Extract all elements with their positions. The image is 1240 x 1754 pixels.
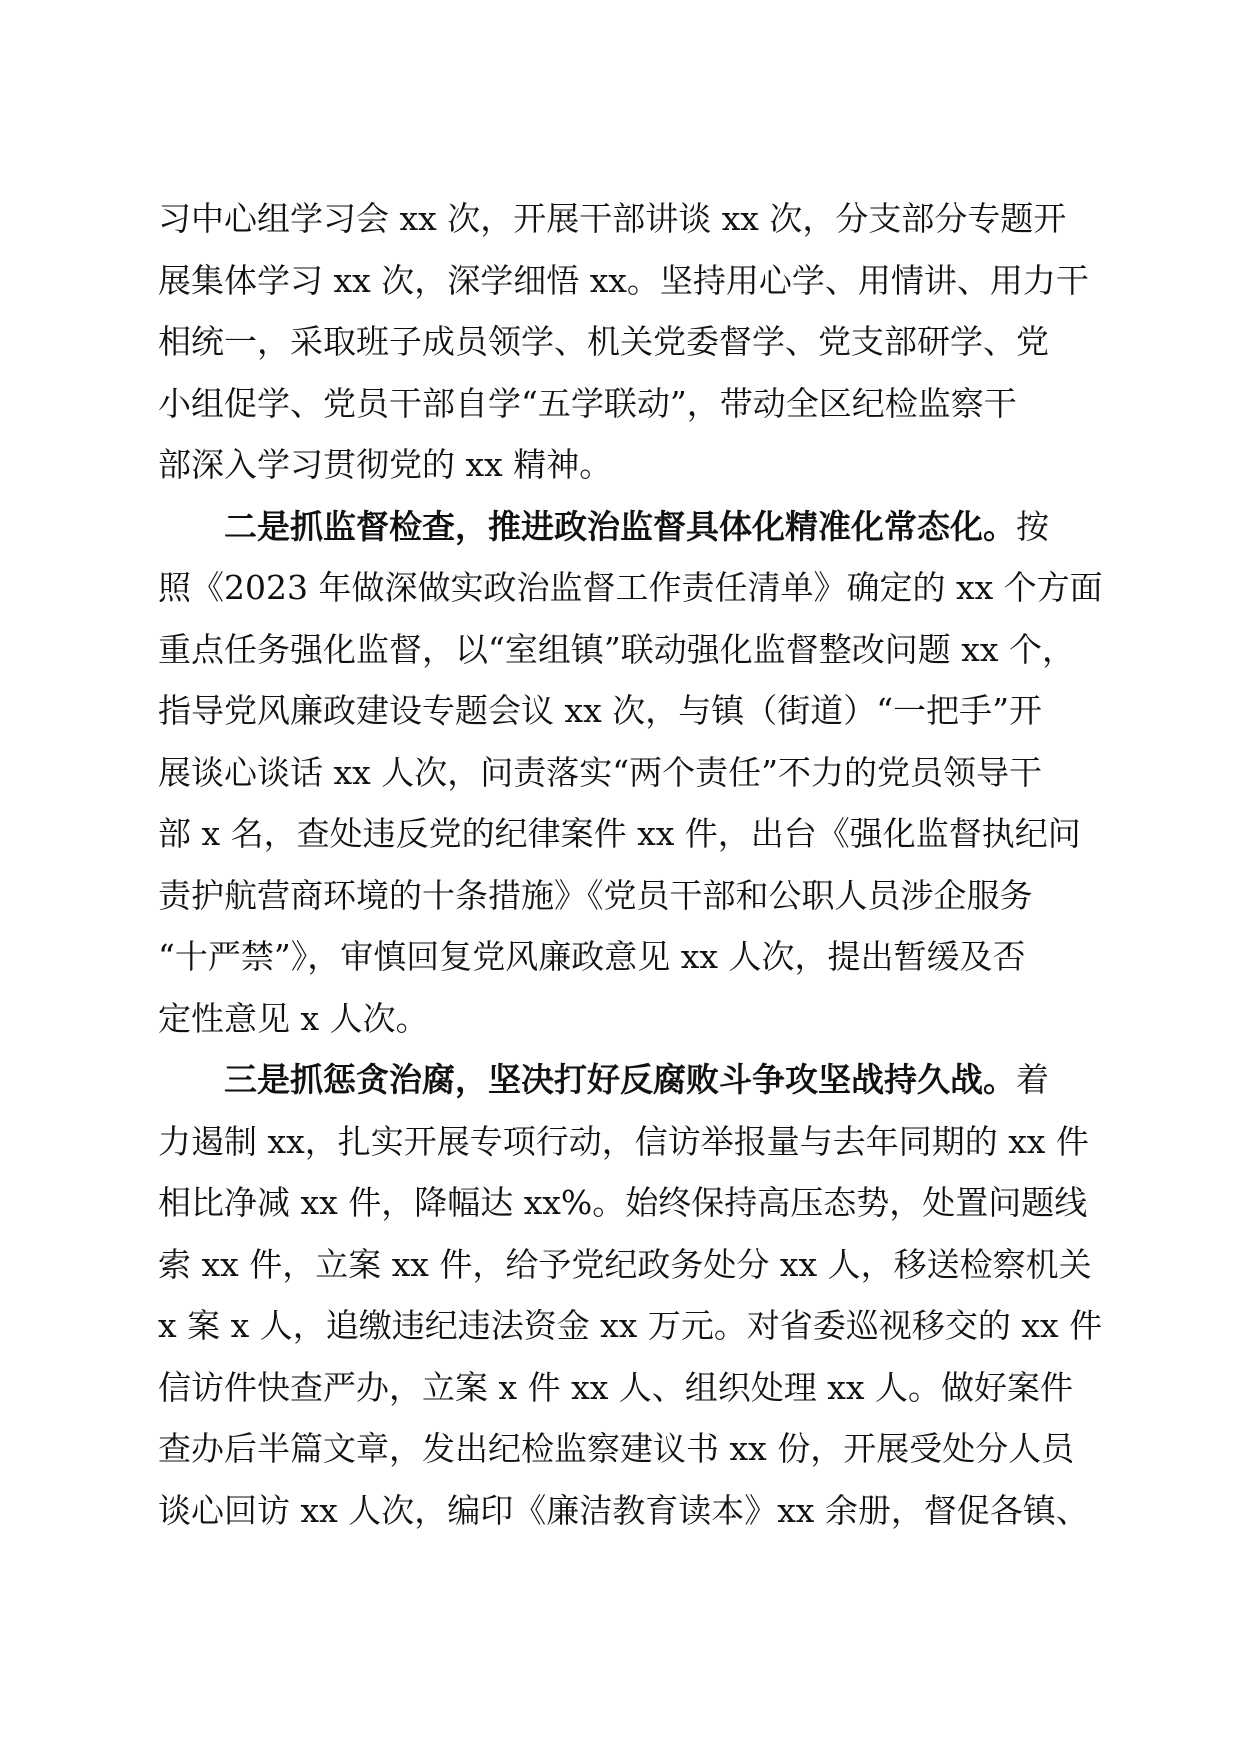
text-line: 信访件快查严办，立案 x 件 xx 人、组织处理 xx 人。做好案件 <box>158 1367 1073 1407</box>
paragraph-first-line <box>158 496 1088 558</box>
text-line: 索 xx 件，立案 xx 件，给予党纪政务处分 xx 人，移送检察机关 <box>158 1244 1092 1284</box>
text-line: 力遏制 xx，扎实开展专项行动，信访举报量与去年同期的 xx 件 <box>158 1121 1089 1161</box>
paragraph-supervision <box>158 496 1103 1050</box>
text-line: 谈心回访 xx 人次，编印《廉洁教育读本》xx 余册，督促各镇、 <box>158 1490 1089 1530</box>
text-line: 指导党风廉政建设专题会议 xx 次，与镇（街道）“一把手”开 <box>158 691 1042 730</box>
text-line: 相比净减 xx 件，降幅达 xx%。始终保持高压态势，处置问题线 <box>158 1183 1088 1222</box>
text-line: 习中心组学习会 xx 次，开展干部讲谈 xx 次，分支部分专题开 <box>158 199 1067 238</box>
text-line: 展集体学习 xx 次，深学细悟 xx。坚持用心学、用情讲、用力干 <box>158 260 1089 300</box>
paragraph-study <box>158 188 1088 496</box>
paragraph-first-line <box>158 1049 1088 1111</box>
paragraph-heading-rest: 按 <box>1016 506 1049 546</box>
text-line: 展谈心谈话 xx 人次，问责落实“两个责任”不力的党员领导干 <box>158 752 1042 792</box>
text-line: 部 x 名，查处违反党的纪律案件 xx 件，出台《强化监督执纪问 <box>158 814 1081 853</box>
text-line: “十严禁”》，审慎回复党风廉政意见 xx 人次，提出暂缓及否 <box>158 937 1026 976</box>
text-line: 相统一，采取班子成员领学、机关党委督学、党支部研学、党 <box>158 322 1049 361</box>
text-line: 照《2023 年做深做实政治监督工作责任清单》确定的 xx 个方面 <box>158 568 1103 607</box>
text-line: 定性意见 x 人次。 <box>158 998 429 1038</box>
document-body <box>158 188 1103 1541</box>
text-line: 查办后半篇文章，发出纪检监察建议书 xx 份，开展受处分人员 <box>158 1429 1075 1468</box>
text-line: 重点任务强化监督，以“室组镇”联动强化监督整改问题 xx 个， <box>158 629 1075 669</box>
text-line: 小组促学、党员干部自学“五学联动”，带动全区纪检监察干 <box>158 383 1017 423</box>
paragraph-heading: 二是抓监督检查，推进政治监督具体化精准化常态化。 <box>224 506 1016 546</box>
text-line: 责护航营商环境的十条措施》《党员干部和公职人员涉企服务 <box>158 875 1033 915</box>
text-line: x 案 x 人，追缴违纪违法资金 xx 万元。对省委巡视移交的 xx 件 <box>158 1306 1103 1345</box>
paragraph-heading: 三是抓惩贪治腐，坚决打好反腐败斗争攻坚战持久战。 <box>224 1060 1016 1099</box>
paragraph-anticorruption <box>158 1049 1103 1541</box>
text-line: 部深入学习贯彻党的 xx 精神。 <box>158 445 613 484</box>
paragraph-heading-rest: 着 <box>1016 1060 1049 1099</box>
